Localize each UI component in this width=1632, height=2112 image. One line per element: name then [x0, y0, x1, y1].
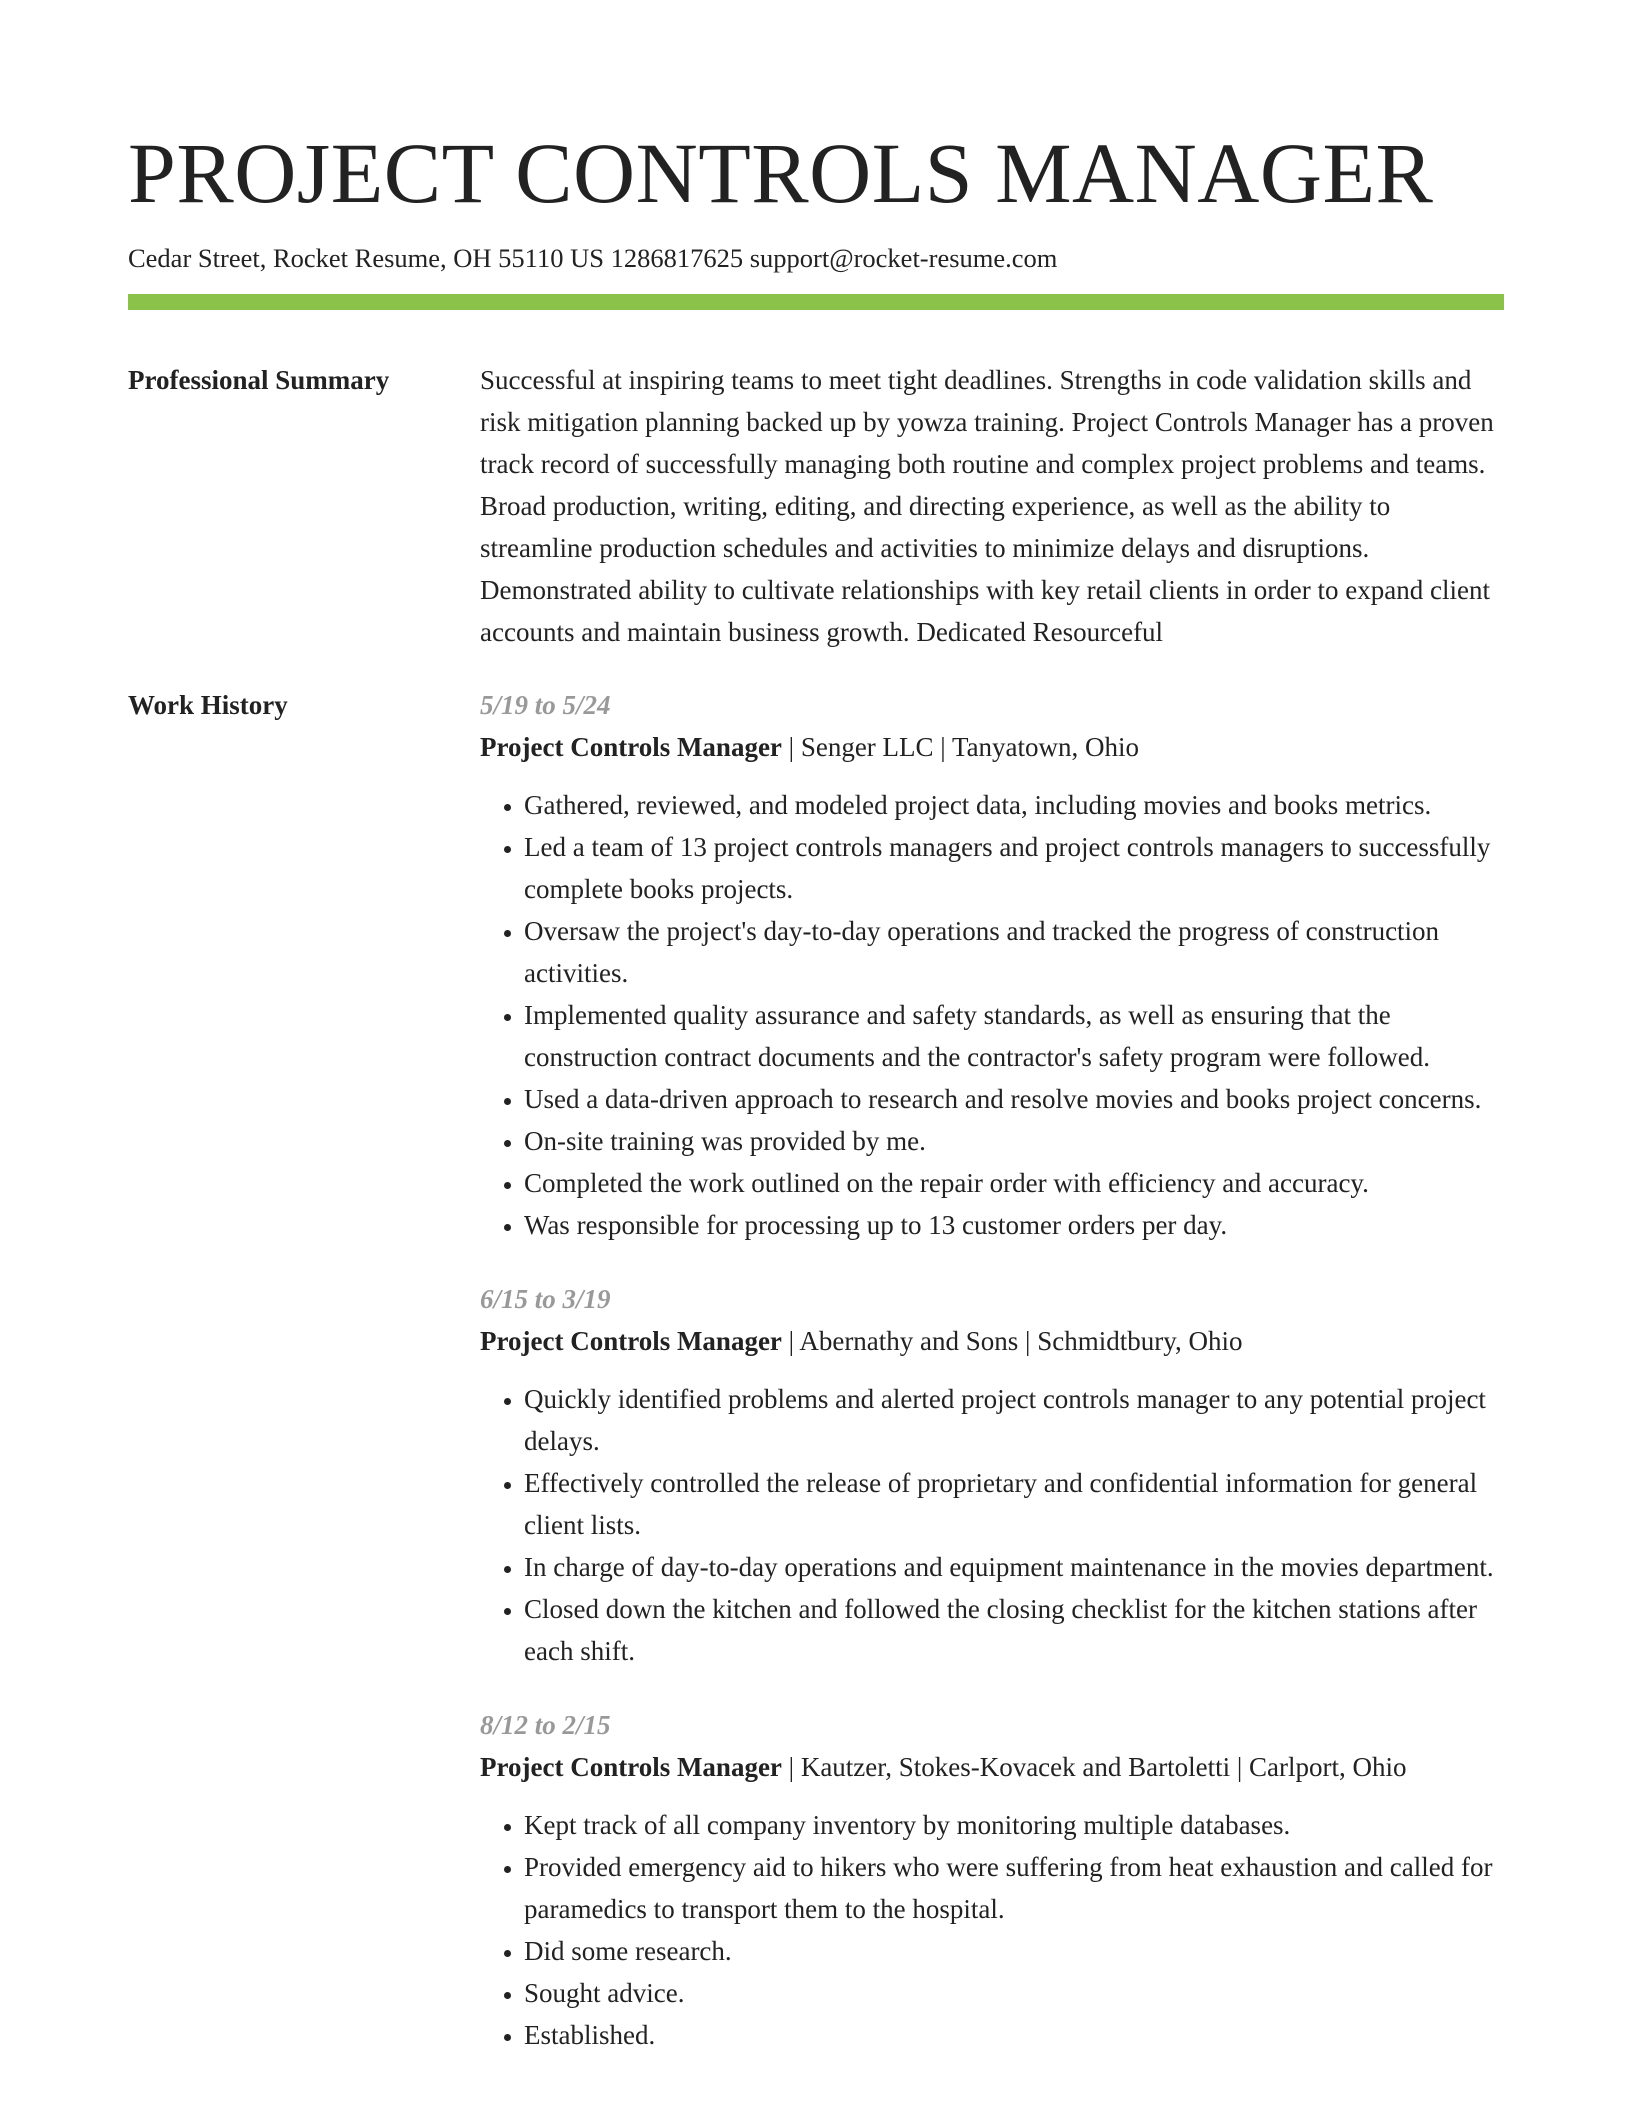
- job-bullet: • In charge of day-to-day operations and equipment maintenance in the movies department.: [524, 1546, 1504, 1588]
- job-bullet: • Used a data-driven approach to research and resolve movies and books project concerns.: [524, 1078, 1504, 1120]
- work-history-list: [480, 684, 1504, 2088]
- job-bullet: • Sought advice.: [524, 1972, 1504, 2014]
- section-label-work-history: Work History: [128, 690, 288, 720]
- job-entry: [480, 1278, 1504, 1672]
- summary-text: Successful at inspiring teams to meet tight deadlines. Strengths in code validation skills and risk mitigation planning backed up by yowza training. Project Controls Manager has a proven track record of successfully managing both routine and complex project problems and teams. Broad production, writing, editing, and directing experience, as well as the ability to streamline production schedules and activities to minimize delays and disruptions. Demonstrated ability to cultivate relationships with key retail clients in order to expand client accounts and maintain business growth. Dedicated Resourceful: [480, 365, 1494, 647]
- resume-title: PROJECT CONTROLS MANAGER: [128, 125, 1434, 221]
- job-company-location: | Abernathy and Sons | Schmidtbury, Ohio: [781, 1326, 1243, 1356]
- job-heading: [480, 1746, 1504, 1788]
- work-history-section: [128, 684, 1504, 2088]
- job-company-location: | Kautzer, Stokes-Kovacek and Bartoletti | Carlport, Ohio: [781, 1752, 1407, 1782]
- job-entry: [480, 684, 1504, 1246]
- job-bullets: [480, 1378, 1504, 1672]
- job-bullet: • Quickly identified problems and alerted project controls manager to any potential project delays.: [524, 1378, 1504, 1462]
- job-company-location: | Senger LLC | Tanyatown, Ohio: [781, 732, 1140, 762]
- job-dates: 8/12 to 2/15: [480, 1710, 611, 1740]
- contact-line: Cedar Street, Rocket Resume, OH 55110 US 1286817625 support@rocket-resume.com: [128, 243, 1058, 273]
- professional-summary-section: [128, 359, 1504, 653]
- job-bullet: • Provided emergency aid to hikers who were suffering from heat exhaustion and called for paramedics to transport them to the hospital.: [524, 1846, 1504, 1930]
- job-title: Project Controls Manager: [480, 1752, 782, 1782]
- job-entry: [480, 1704, 1504, 2056]
- job-bullet: • Was responsible for processing up to 13 customer orders per day.: [524, 1204, 1504, 1246]
- job-heading: [480, 1320, 1504, 1362]
- job-bullet: • On-site training was provided by me.: [524, 1120, 1504, 1162]
- job-heading: [480, 726, 1504, 768]
- job-bullet: • Led a team of 13 project controls managers and project controls managers to successfully complete books projects.: [524, 826, 1504, 910]
- job-title: Project Controls Manager: [480, 732, 782, 762]
- header-divider: [128, 294, 1504, 310]
- job-bullet: • Kept track of all company inventory by monitoring multiple databases.: [524, 1804, 1504, 1846]
- job-dates: 6/15 to 3/19: [480, 1284, 611, 1314]
- job-bullets: [480, 784, 1504, 1246]
- job-bullet: • Closed down the kitchen and followed the closing checklist for the kitchen stations after each shift.: [524, 1588, 1504, 1672]
- job-title: Project Controls Manager: [480, 1326, 782, 1356]
- job-bullet: • Did some research.: [524, 1930, 1504, 1972]
- job-dates: 5/19 to 5/24: [480, 690, 611, 720]
- job-bullet: • Implemented quality assurance and safety standards, as well as ensuring that the construction contract documents and the contractor's safety program were followed.: [524, 994, 1504, 1078]
- job-bullet: • Completed the work outlined on the repair order with efficiency and accuracy.: [524, 1162, 1504, 1204]
- job-bullet: • Effectively controlled the release of proprietary and confidential information for general client lists.: [524, 1462, 1504, 1546]
- job-bullets: [480, 1804, 1504, 2056]
- section-label-summary: Professional Summary: [128, 365, 390, 395]
- job-bullet: • Established.: [524, 2014, 1504, 2056]
- job-bullet: • Oversaw the project's day-to-day operations and tracked the progress of construction activities.: [524, 910, 1504, 994]
- job-bullet: • Gathered, reviewed, and modeled project data, including movies and books metrics.: [524, 784, 1504, 826]
